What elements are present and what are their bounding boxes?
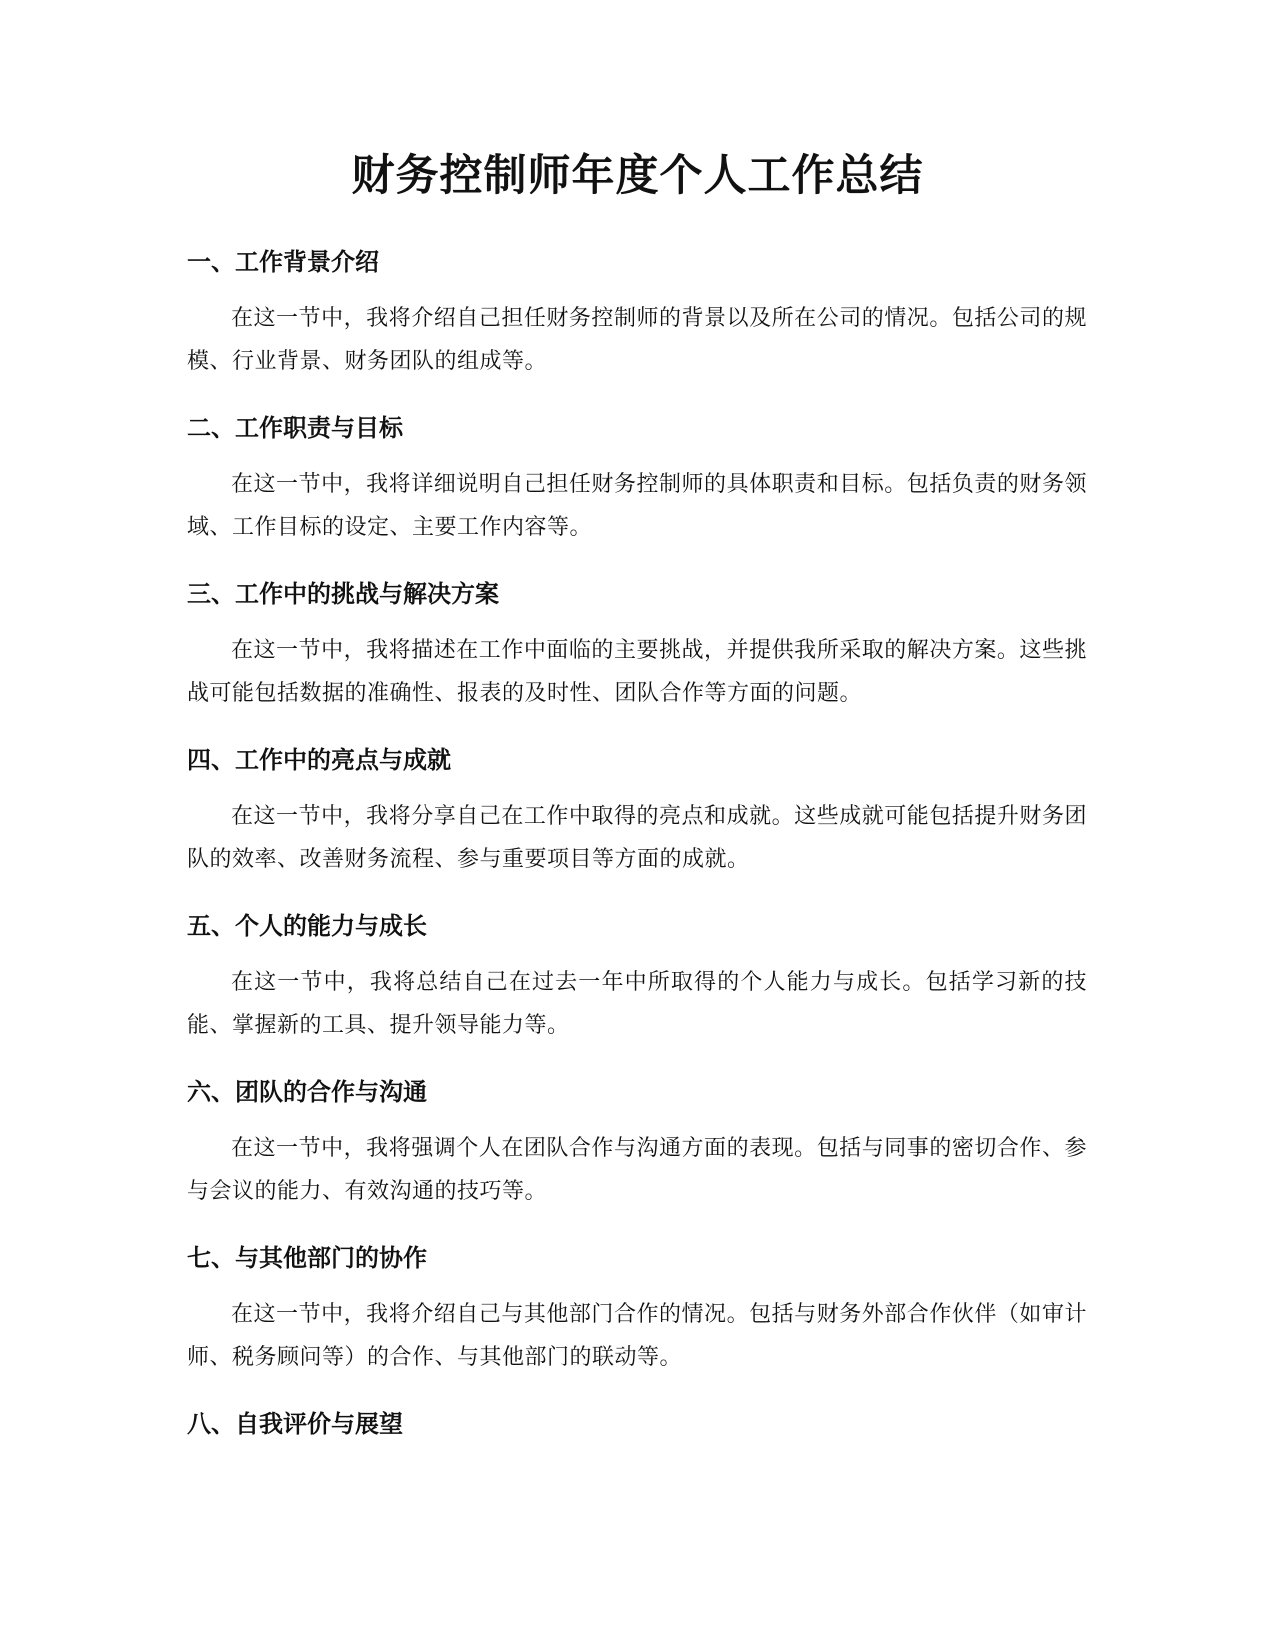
section-heading: 三、工作中的挑战与解决方案 bbox=[187, 580, 499, 608]
section-paragraph: 在这一节中，我将强调个人在团队合作与沟通方面的表现。包括与同事的密切合作、参与会议的能力、有效沟通的技巧等。 bbox=[187, 1136, 1087, 1204]
section-heading: 一、工作背景介绍 bbox=[187, 248, 379, 276]
section-responsibilities bbox=[187, 408, 1087, 549]
section-paragraph: 在这一节中，我将介绍自己担任财务控制师的背景以及所在公司的情况。包括公司的规模、行业背景、财务团队的组成等。 bbox=[187, 306, 1087, 374]
document-title: 财务控制师年度个人工作总结 bbox=[351, 151, 924, 201]
section-paragraph: 在这一节中，我将描述在工作中面临的主要挑战，并提供我所采取的解决方案。这些挑战可能包括数据的准确性、报表的及时性、团队合作等方面的问题。 bbox=[187, 638, 1087, 706]
section-heading: 四、工作中的亮点与成就 bbox=[187, 746, 451, 774]
section-achievements bbox=[187, 740, 1087, 881]
section-heading: 五、个人的能力与成长 bbox=[187, 912, 427, 940]
section-paragraph: 在这一节中，我将介绍自己与其他部门合作的情况。包括与财务外部合作伙伴（如审计师、税务顾问等）的合作、与其他部门的联动等。 bbox=[187, 1302, 1087, 1370]
section-paragraph: 在这一节中，我将总结自己在过去一年中所取得的个人能力与成长。包括学习新的技能、掌握新的工具、提升领导能力等。 bbox=[187, 970, 1087, 1038]
section-paragraph: 在这一节中，我将分享自己在工作中取得的亮点和成就。这些成就可能包括提升财务团队的效率、改善财务流程、参与重要项目等方面的成就。 bbox=[187, 804, 1087, 872]
section-heading: 六、团队的合作与沟通 bbox=[187, 1078, 427, 1106]
section-heading: 七、与其他部门的协作 bbox=[187, 1244, 427, 1272]
section-heading: 八、自我评价与展望 bbox=[187, 1410, 403, 1438]
section-growth bbox=[187, 906, 1087, 1047]
document-content bbox=[187, 242, 1087, 1475]
section-heading: 二、工作职责与目标 bbox=[187, 414, 403, 442]
section-collaboration bbox=[187, 1238, 1087, 1379]
section-self-evaluation bbox=[187, 1404, 1087, 1450]
section-teamwork bbox=[187, 1072, 1087, 1213]
section-paragraph: 在这一节中，我将详细说明自己担任财务控制师的具体职责和目标。包括负责的财务领域、工作目标的设定、主要工作内容等。 bbox=[187, 472, 1087, 540]
section-challenges bbox=[187, 574, 1087, 715]
section-background bbox=[187, 242, 1087, 383]
